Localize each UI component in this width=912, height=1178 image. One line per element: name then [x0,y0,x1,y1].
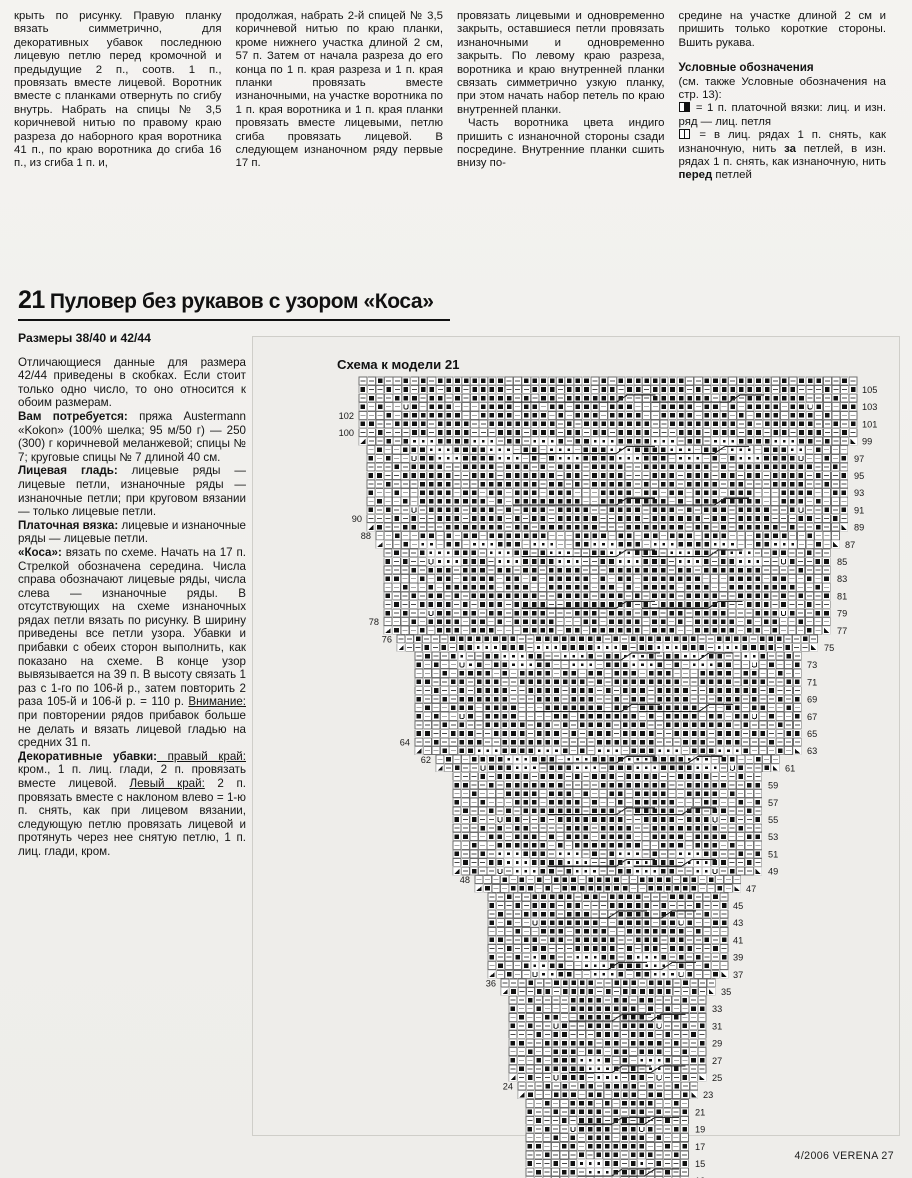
para-sizes-note: Отличающиеся данные для размера 42/44 приведены в скобках. Если стоит только одно число, то оно относится к обоим размерам. [18,355,246,410]
top-col-2-text: продолжая, набрать 2-й спицей № 3,5 коричневой нитью по краю планки, кроме нижнего участка длиной 2 см, 57 п. Затем от начала разреза до его конца по 1 п. края разреза и 1 п. края планки провязать вместе изнаночными, на участке воротника по 1 п. края воротника и 1 п. края планки провязать вместе лицевыми, петлю сгиба провязать лицевой. В следующем изнаночном ряду первые 17 п. [235,10,443,170]
top-column-1 [14,10,236,268]
right-edge-underline: правый край: [156,749,247,763]
instructions-column [18,332,246,859]
top-column-4 [679,10,901,268]
legend-slip-p1: = в лиц. рядах 1 п. снять, как изнаночную, нить [678,129,886,155]
top-column-2 [236,10,458,268]
top-col-1-text: крыть по рисунку. Правую планку вязать симметрично, для декоративных убавок последнюю лицевую петлю перед кромочной и предыдущие 2 п., соотв. 1 п., провязать вместе лицевой. Воротник вместе с планками отвернуть по сгибу внутрь. Набрать на спицы № 3,5 коричневой нитью по правому краю разреза до наборного края воротника 41 п., по краю воротника до сгиба 16 п., из сгиба 1 п. и, [14,10,222,170]
label-cable: «Коса»: [18,545,62,559]
top-col-3-text: провязать лицевыми и одновременно закрыть, оставшиеся петли провязать изнаночными и одновременно закрыть. По левому краю разреза, воротника и краю внутренней планки связать симметрично узкую планку, при этом начать набор петель по краю внутренней планки. [457,10,665,116]
label-garter: Платочная вязка: [18,518,119,532]
legend-heading: Условные обозначения [678,61,814,75]
legend-item-slip [679,129,887,183]
half-filled-square-icon [679,102,690,112]
legend-item-garter [679,102,887,129]
para-garter [18,519,246,546]
text-materials: пряжа Austermann «Kokon» (100% шелка; 95 м/50 г) — 250 (300) г коричневой меланжевой; спицы № 7; круговые спицы № 7 длиной 40 см. [18,409,246,464]
top-text-columns [14,10,900,268]
legend-item-garter-text: = 1 п. платочной вязки: лиц. и изн. ряд — лиц. петля [678,102,886,128]
sizes-heading: Размеры 38/40 и 42/44 [18,331,151,345]
text-cable: вязать по схеме. Начать на 17 п. Стрелкой обозначена середина. Числа справа обозначают лицевые ряды, числа слева — изнаночные ряды. В отсутствующих на схеме изнаночных рядах петли вязать по рисунку. В ширину приведены все петли узора. Убавки и прибавки с обеих сторон выполнить, как показано на схеме. В конце узор вывязывается на 39 п. В высоту связать 1 раз с 1-го по 106-й р., затем повторить 2 раза 105-й и 106-й р. = 110 р. [18,545,246,709]
para-decreases [18,750,246,859]
text-stockinette: лицевые ряды — лицевые петли, изнаночные ряды — изнаночные петли; при круговом вязании — только лицевые петли. [18,464,246,519]
text-decreases: кром., 1 п. лиц. глади, 2 п. провязать вместе лицевой. [18,763,246,790]
para-cable [18,546,246,750]
legend-note: (см. также Условные обозначения на стр. 13): [678,75,886,102]
page-footer: 4/2006 VERENA 27 [794,1150,894,1162]
label-decreases: Декоративные убавки: [18,749,157,763]
top-column-3 [457,10,679,268]
top-col-4-text: средине на участке длиной 2 см и пришить только короткие стороны. Вшить рукава. [678,10,886,49]
label-stockinette: Лицевая гладь: [18,464,118,478]
left-edge-underline: Левый край: [129,777,205,790]
attention-underline: Внимание: [188,695,246,709]
article-heading [18,286,450,321]
split-square-icon [679,129,690,139]
legend-slip-p2: петлей, в изн. рядах 1 п. снять, как изнаночную, нить [678,142,886,169]
para-materials [18,410,246,464]
legend-slip-p3: петлей [712,169,752,182]
label-materials: Вам потребуется: [18,409,128,423]
article-number: 21 [18,286,45,314]
legend-slip-b2: перед [678,169,713,182]
chart-title: Схема к модели 21 [337,357,460,372]
text-decreases-after: 2 п. провязать вместе с наклоном влево = 1-ю п. снять, как при лицевом вязании, следующую петлю провязать лицевой и протянуть через нее снятую петлю, 1 п. лиц. глади, кром. [18,777,247,858]
article-title: Пуловер без рукавов с узором «Коса» [49,290,434,313]
para-stockinette [18,464,246,518]
legend-slip-b1: за [784,142,796,155]
text-cable-after: при повторении рядов прибавок больше не делать и вязать лицевой гладью на средних 31 п. [18,709,246,750]
text-garter: лицевые и изнаночные ряды — лицевые петли. [18,518,246,546]
top-col-3-text-2: Часть воротника цвета индиго пришить с изнаночной стороны сзади посредине. Внутренние планки сшить внизу по- [457,117,665,170]
